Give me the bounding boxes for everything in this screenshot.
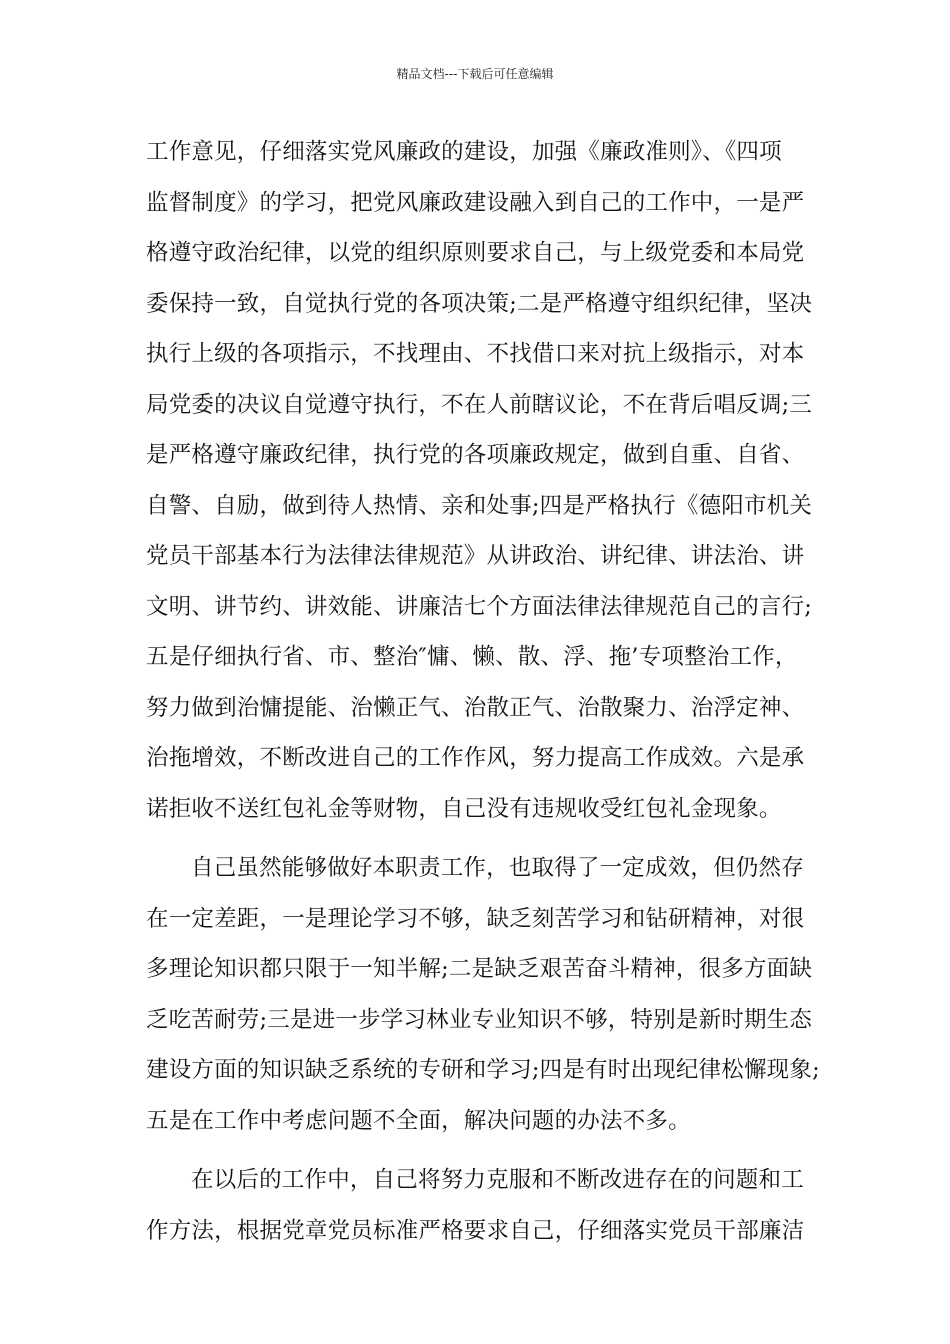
text-line: 监督制度》的学习，把党风廉政建设融入到自己的工作中，一是严 — [146, 189, 805, 216]
paragraph-gap — [146, 1149, 836, 1158]
text-line: 委保持一致，自觉执行党的各项决策;二是严格遵守组织纪律，坚决 — [146, 290, 813, 317]
text-line: 格遵守政治纪律，以党的组织原则要求自己，与上级党委和本局党 — [146, 240, 805, 266]
paragraph-gap — [146, 837, 836, 846]
text-line: 诺拒收不送红包礼金等财物，自己没有违规收受红包礼金现象。 — [146, 795, 782, 822]
text-line: 文明、讲节约、讲效能、讲廉洁七个方面法律法律规范自己的言行; — [146, 593, 813, 620]
page-header: 精品文档---下载后可任意编辑 — [396, 67, 554, 81]
text-line: 乏吃苦耐劳;三是进一步学习林业专业知识不够，特别是新时期生态 — [146, 1006, 813, 1033]
text-line: 执行上级的各项指示，不找理由、不找借口来对抗上级指示，对本 — [146, 341, 805, 367]
text-line: 工作意见，仔细落实党风廉政的建设，加强《廉政准则》、《四项 — [146, 139, 782, 165]
text-line: 局党委的决议自觉遵守执行，不在人前瞎议论，不在背后唱反调;三 — [146, 391, 813, 418]
text-line: 在以后的工作中，自己将努力克服和不断改进存在的问题和工 — [191, 1167, 804, 1193]
text-line: 多理论知识都只限于一知半解;二是缺乏艰苦奋斗精神，很多方面缺 — [146, 956, 813, 982]
paragraph-1 — [146, 130, 836, 837]
text-line: 自警、自励，做到待人热情、亲和处事;四是严格执行《德阳市机关 — [146, 492, 813, 519]
paragraph-3 — [146, 1158, 836, 1259]
text-line: 作方法，根据党章党员标准严格要求自己，仔细落实党员干部廉洁 — [146, 1217, 805, 1244]
text-line: 五是仔细执行省、市、整治″慵、懒、散、浮、拖’专项整治工作， — [146, 644, 798, 670]
text-line: 在一定差距，一是理论学习不够，缺乏刻苦学习和钻研精神，对很 — [146, 905, 805, 932]
text-line: 党员干部基本行为法律法律规范》从讲政治、讲纪律、讲法治、讲 — [146, 543, 805, 569]
document-body — [146, 130, 836, 1259]
text-line: 五是在工作中考虑问题不全面，解决问题的办法不多。 — [146, 1107, 691, 1134]
paragraph-2 — [146, 846, 836, 1149]
text-line: 治拖增效，不断改进自己的工作作风，努力提高工作成效。六是承 — [146, 745, 805, 771]
text-line: 是严格遵守廉政纪律，执行党的各项廉政规定，做到自重、自省、 — [146, 442, 805, 468]
text-line: 努力做到治慵提能、治懒正气、治散正气、治散聚力、治浮定神、 — [146, 694, 805, 721]
text-line: 建设方面的知识缺乏系统的专研和学习;四是有时出现纪律松懈现象; — [146, 1057, 820, 1083]
text-line: 自己虽然能够做好本职责工作，也取得了一定成效，但仍然存 — [191, 855, 804, 881]
